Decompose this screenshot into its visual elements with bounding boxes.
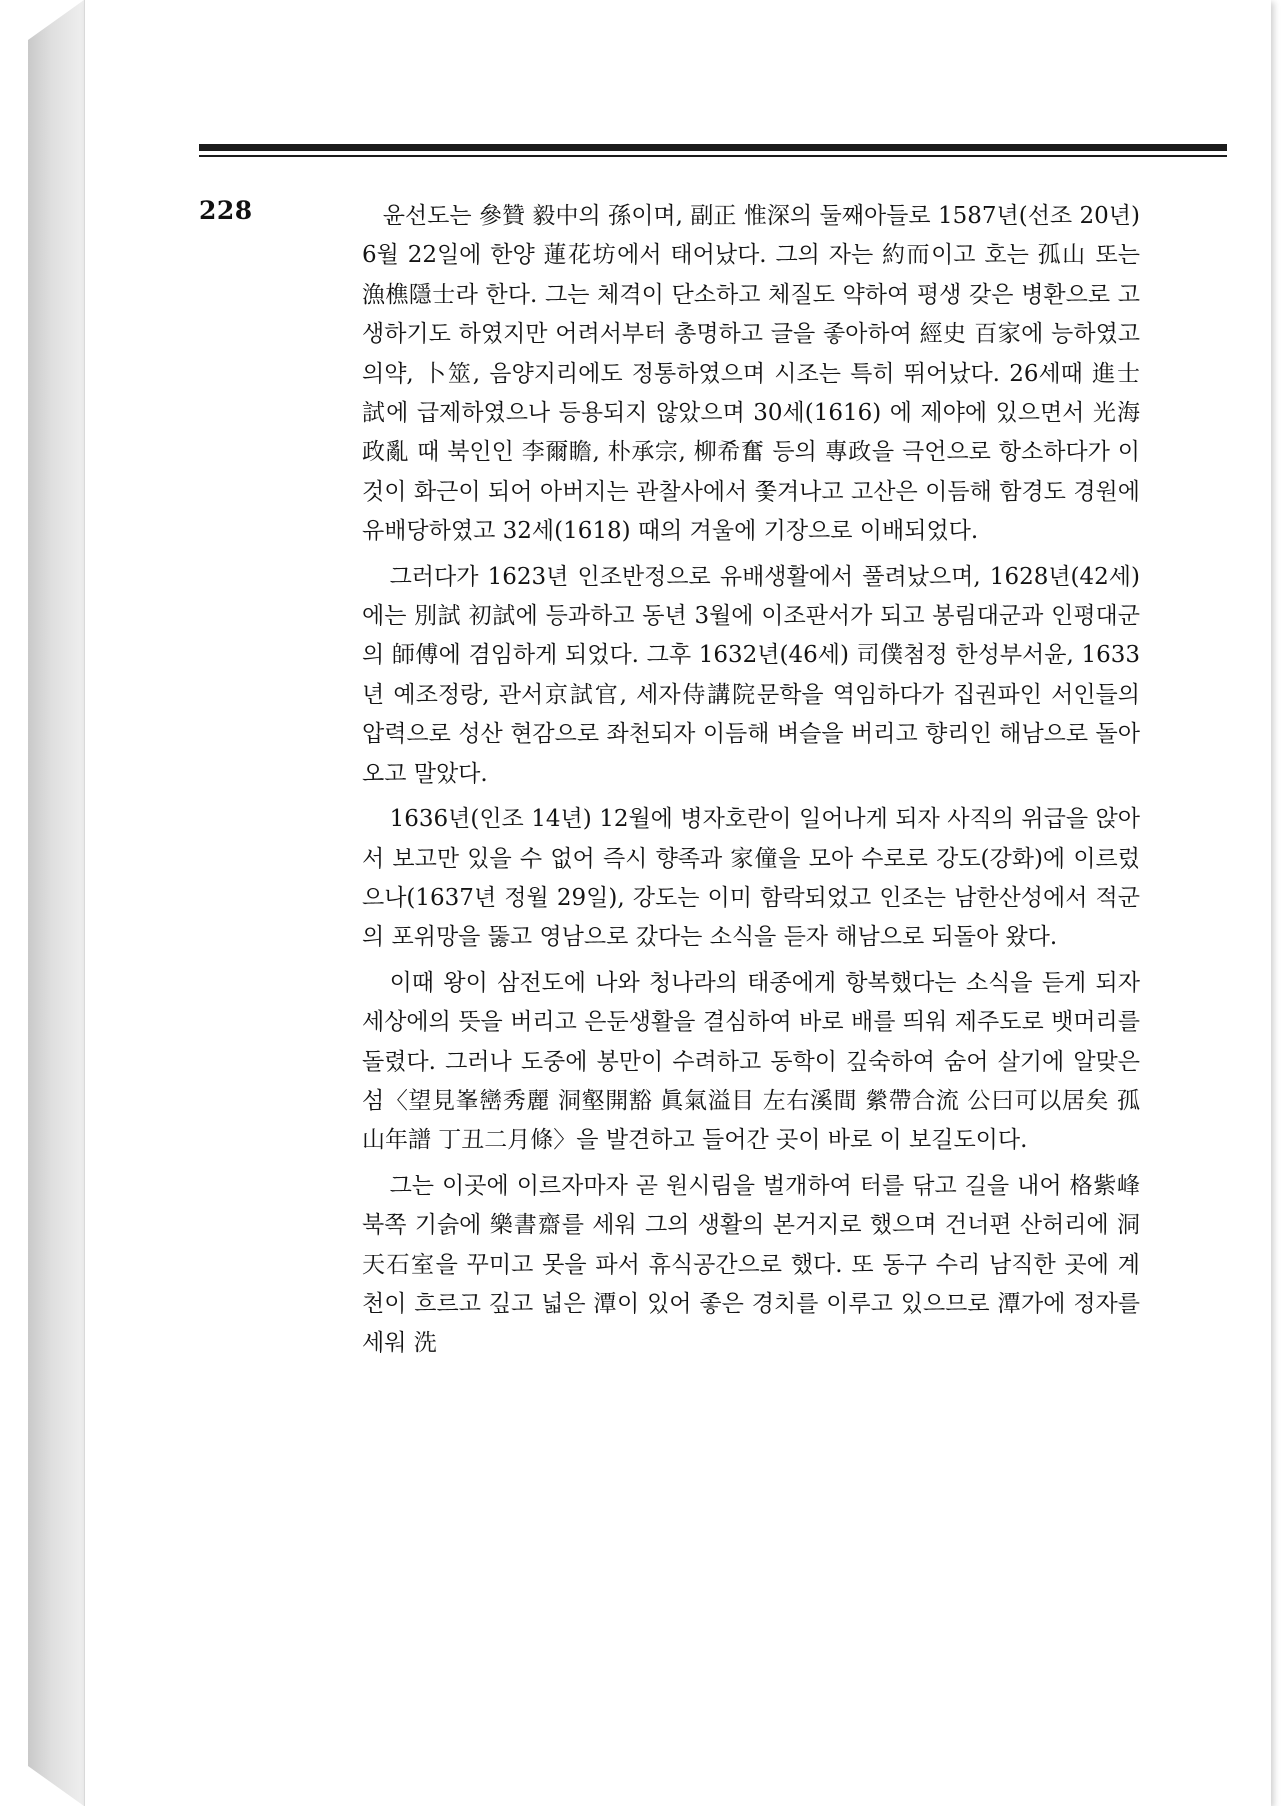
book-spine-edge xyxy=(28,0,84,1806)
header-rule-thick xyxy=(199,144,1227,151)
header-rule-thin xyxy=(199,155,1227,157)
page-number: 228 xyxy=(199,196,253,225)
body-text xyxy=(362,197,1140,1370)
paragraph-1: 윤선도는 參贊 毅中의 孫이며, 副正 惟深의 둘째아들로 1587년(선조 20년) 6월 22일에 한양 蓮花坊에서 태어났다. 그의 자는 約而이고 호는 孤山 또는 漁樵隱士라 한다. 그는 체격이 단소하고 체질도 약하여 평생 갖은 병환으로 고생하기도 하였지만 어려서부터 총명하고 글을 좋아하여 經史 百家에 능하였고 의약, 卜筮, 음양지리에도 정통하였으며 시조는 특히 뛰어났다. 26세때 進士試에 급제하였으나 등용되지 않았으며 30세(1616) 에 제야에 있으면서 光海政亂 때 북인인 李爾瞻, 朴承宗, 柳希奮 등의 專政을 극언으로 항소하다가 이것이 화근이 되어 아버지는 관찰사에서 쫓겨나고 고산은 이듬해 함경도 경원에 유배당하였고 32세(1618) 때의 겨울에 기장으로 이배되었다. xyxy=(362,203,1140,545)
paragraph-3: 1636년(인조 14년) 12월에 병자호란이 일어나게 되자 사직의 위급을 앉아서 보고만 있을 수 없어 즉시 향족과 家僮을 모아 수로로 강도(강화)에 이르렀으나(1637년 정월 29일), 강도는 이미 함락되었고 인조는 남한산성에서 적군의 포위망을 뚫고 영남으로 갔다는 소식을 듣자 해남으로 되돌아 왔다. xyxy=(362,806,1140,951)
paragraph-2: 그러다가 1623년 인조반정으로 유배생활에서 풀려났으며, 1628년(42세)에는 別試 初試에 등과하고 동년 3월에 이조판서가 되고 봉림대군과 인평대군의 師傅에 겸임하게 되었다. 그후 1632년(46세) 司僕첨정 한성부서윤, 1633년 예조정랑, 관서京試官, 세자侍講院문학을 역임하다가 집권파인 서인들의 압력으로 성산 현감으로 좌천되자 이듬해 벼슬을 버리고 향리인 해남으로 돌아오고 말았다. xyxy=(362,563,1140,787)
paragraph-4: 이때 왕이 삼전도에 나와 청나라의 태종에게 항복했다는 소식을 듣게 되자 세상에의 뜻을 버리고 은둔생활을 결심하여 바로 배를 띄워 제주도로 뱃머리를 돌렸다. 그러나 도중에 봉만이 수려하고 동학이 깊숙하여 숨어 살기에 알맞은 섬〈望見峯巒秀麗 洞壑開豁 眞氣溢目 左右溪間 縈帶合流 公曰可以居矣 孤山年譜 丁丑二月條〉을 발견하고 들어간 곳이 바로 이 보길도이다. xyxy=(362,969,1140,1154)
paragraph-5: 그는 이곳에 이르자마자 곧 원시림을 벌개하여 터를 닦고 길을 내어 格紫峰 북쪽 기슭에 樂書齋를 세워 그의 생활의 본거지로 했으며 건너편 산허리에 洞天石室을 꾸미고 못을 파서 휴식공간으로 했다. 또 동구 수리 남직한 곳에 계천이 흐르고 깊고 넓은 潭이 있어 좋은 경치를 이루고 있으므로 潭가에 정자를 세워 洗 xyxy=(362,1172,1140,1357)
